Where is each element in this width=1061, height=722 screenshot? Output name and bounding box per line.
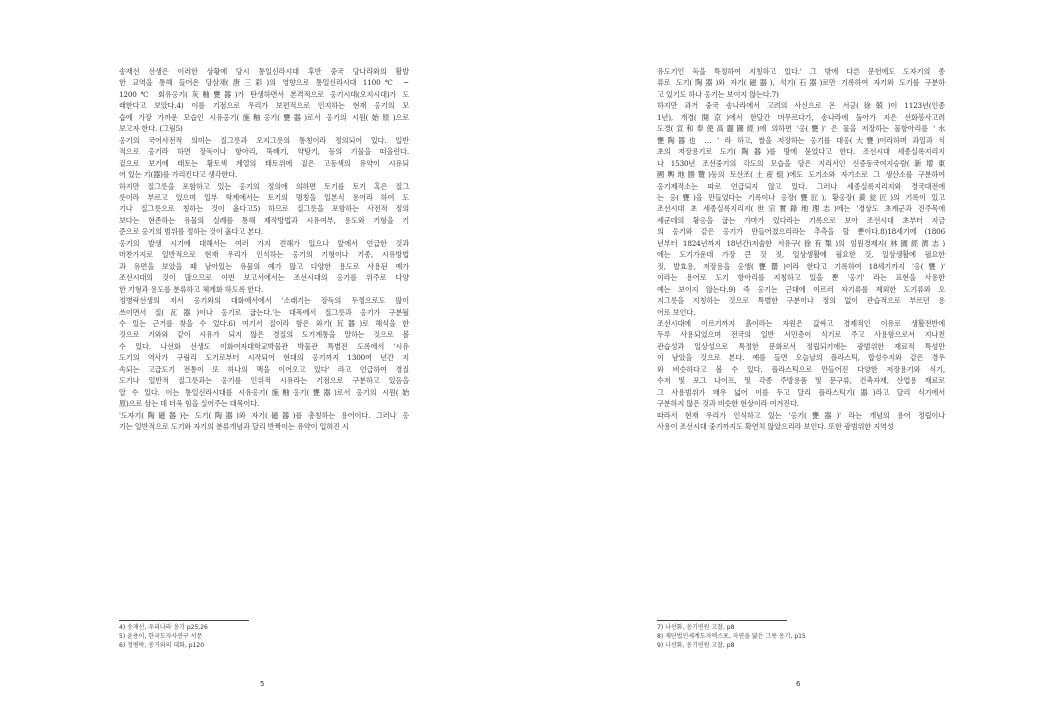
text-line: 의 옹기와 같은 옹기가 만들어졌으리라는 추측을 할 뿐이다.8)18세기에 (1806 bbox=[657, 227, 945, 237]
left-body-text bbox=[119, 66, 409, 433]
text-line: 알 수 있다. 이는 통일신라시대를 시유옹기(施釉옹기(甕器)로서 옹기의 시원(始 bbox=[119, 387, 409, 397]
text-line: 甕陶器也 … ' 라 하고, 쌀을 저장하는 옹기를 대옹(大甕)이라하며 과일과 식 bbox=[657, 135, 945, 145]
text-line: 고 있기도 하나 옹기는 보이지 않는다.7) bbox=[657, 89, 779, 99]
text-line: 나 1530년 조선중기의 각도의 모습을 담은 지리서인 신증동국여지승람(新增東 bbox=[657, 158, 945, 168]
text-line: 초의 저장용기로 도기(陶器)를 땅에 묻었다고 한다. 조선시대 세종실록지리지 bbox=[657, 147, 945, 157]
text-line: 도기의 역사가 구림리 도기로부터 시작되어 현대의 옹기까지 1300여 년간 지 bbox=[119, 353, 409, 363]
text-line: 이라는 용어로 도기 항아리를 지칭하고 있을 뿐 '옹기' 라는 표현을 사용한 bbox=[657, 273, 945, 283]
text-line: 따라서 현재 우리가 인식하고 있는 '옹기(甕器)' 라는 개념의 용어 정립이나 bbox=[657, 410, 945, 420]
text-line: 구분하지 않은 것과 비슷한 현상이라 여겨진다. bbox=[657, 399, 799, 409]
text-line: 도기나 일반적 질그릇과는 옹기를 인위적 시유라는 기점으로 구분하고 있음을 bbox=[119, 376, 409, 386]
text-line: 보다는 현존하는 유물의 실례를 통해 제작방법과 시유여부, 용도와 기형을 기 bbox=[119, 215, 409, 225]
text-line: 래한다고 보았다.4) 이를 기점으로 우리가 보편적으로 인지하는 현재 옹기의 모 bbox=[119, 101, 409, 111]
paragraph bbox=[119, 295, 409, 410]
text-line: 세군데의 황옹을 굽는 가마가 있다라는 기록으로 보아 조선시대 초부터 지금 bbox=[657, 215, 945, 225]
text-line: 관습성과 일상성으로 특정한 문화로서 정립되기에는 광범위한 재료적 특성만 bbox=[657, 341, 945, 351]
text-line: 속되는 고급도기 전통이 또 하나의 맥을 이어오고 있다' 라고 언급하여 경질 bbox=[119, 364, 409, 374]
text-line: 예는 보이지 않는다.9) 즉 옹기는 근대에 이르러 자기류를 제외한 도기류와 오 bbox=[657, 284, 945, 294]
text-line: 짓, 발효용, 저장용을 옹앵(甕罌)이라 한다고 기록하여 18세기까지 '옹(甕)' bbox=[657, 261, 945, 271]
text-line: 두루 사용되었으며 전국의 일반 서민층이 식기로 주고 사용함으로서 지나친 bbox=[657, 330, 945, 340]
text-line: 어로 보인다. bbox=[657, 307, 696, 317]
text-line: 겉으로 보기에 태토는 황토색 계열의 태토위에 짙은 고동색의 유약이 시유되 bbox=[119, 158, 409, 168]
text-line: 는 옹(甕)을 만들었다는 기록이나 옹장(甕匠), 황옹장(黃瓮匠)의 기록이 있고 bbox=[657, 192, 945, 202]
footnote-rule bbox=[657, 620, 787, 621]
text-line: 하지만 과거 중국 송나라에서 고려의 사신으로 온 서긍(徐兢)이 1123년(인종 bbox=[657, 101, 945, 111]
text-line: 한 교역을 통해 들어온 당삼채(唐三彩)의 영향으로 통일신라시대 1100℃ ~ bbox=[119, 78, 409, 88]
paragraph bbox=[657, 100, 945, 318]
text-line: 준으로 옹기의 범위를 정하는 것이 옳다고 본다. bbox=[119, 227, 264, 237]
footnote: 8) 재단법인세계도자엑스포, 자연을 닮은 그릇 옹기, p15 bbox=[657, 632, 806, 640]
text-line: 적으로 옹기라 하면 장독이나 항아리, 뚝배기, 약탕기, 등의 기물을 떠올린다. bbox=[119, 147, 409, 157]
text-line: 이 남았을 것으로 본다. 예를 들면 오늘날의 플라스틱, 합성수지와 같은 경우 bbox=[657, 353, 945, 363]
right-body-text bbox=[657, 66, 945, 433]
text-line: 그 사용범위가 매우 넓어 이를 두고 달리 플라스틱기(器)라고 달리 식기에서 bbox=[657, 387, 945, 397]
text-line: 옹기의 국어사전적 의미는 질그릇과 오지그릇의 통칭이라 정의되어 있다. 일반 bbox=[119, 135, 409, 145]
text-line: 수저 및 포그 나이프, 및 각종 주방용품 및 문구류, 건축자재, 산업용 재료로 bbox=[657, 376, 945, 386]
right-page bbox=[531, 0, 1061, 722]
footnote-rule bbox=[119, 620, 249, 621]
text-line: 에는 도기가운데 가장 큰 것 짓, 일상생활에 필요한 것, 일상생활에 필요한 bbox=[657, 250, 945, 260]
text-line: 어 있는 기(器)를 가리킨다고 생각한다. bbox=[119, 170, 238, 180]
text-line: 것으로 기와와 같이 시유가 되지 않은 경질의 도기계통을 말하는 것으로 볼 bbox=[119, 330, 409, 340]
text-line: 유도기인 독을 특정하여 지칭하고 있다.' 그 밖에 다른 문헌에도 도자기의 종 bbox=[657, 67, 945, 76]
text-line: 보고자 한다. (그림5) bbox=[119, 124, 183, 134]
paragraph bbox=[119, 410, 409, 433]
text-line: 조선시대의 것이 많으므로 이번 보고서에서는 조선시대의 옹기를 위주로 다양 bbox=[119, 273, 409, 283]
text-line: 수 있는 근거를 찾을 수 있다.6) 여기서 질이라 함은 와기(瓦器)로 해석을 한 bbox=[119, 318, 409, 328]
text-line: 原)으로 삼는 데 더욱 힘을 실어주는 대목이다. bbox=[119, 399, 260, 409]
text-line: 송재선 선생은 이러한 상황에 당시 통일신라시대 후반 중국 당나라와의 활발 bbox=[119, 67, 409, 76]
text-line: 옹기제작소는 따로 언급되지 않고 있다. 그러나 세종실록지리지와 경국대전에 bbox=[657, 181, 945, 191]
page-number-right: 6 bbox=[796, 680, 801, 688]
text-line: 조선시대에 이르기까지 흙이라는 자원은 값싸고 경제적인 이유로 생활전반에 bbox=[657, 318, 945, 328]
text-line: 1200℃ 회유옹기(灰釉甕器)가 탄생하면서 본격적으로 옹기시대(오지시대)가 도 bbox=[119, 89, 409, 99]
text-line: 와 비슷하다고 볼 수 있다. 플라스틱으로 만들어진 다양한 저장용기와 식기, bbox=[657, 364, 945, 374]
text-line: 하지만 질그릇을 포함하고 있는 옹기의 정의에 의하면 토기를 토기 혹은 질그 bbox=[119, 181, 409, 191]
paragraph bbox=[657, 410, 945, 433]
footnote: 5) 윤용이, 한국도자사연구 서문 bbox=[119, 632, 203, 640]
footnote: 4) 송재선, 우리나라 옹기 p25,26 bbox=[119, 624, 208, 631]
text-line: 옹기의 발생 시기에 대해서는 여러 가지 견해가 있으나 앞에서 언급한 것과 bbox=[119, 238, 409, 248]
text-line: 사용이 조선시대 중기까지도 확연치 않았으리라 보인다. 또한 광범위한 지역성 bbox=[657, 422, 894, 432]
text-line: 마찬가지로 일반적으로 현재 우리가 인식하는 옹기의 기형이나 기종, 시유방법 bbox=[119, 250, 409, 260]
text-line: 류로 도기(陶器)와 자기(磁器), 석기(石器)로만 기록하여 자기와 도기를 구분하 bbox=[657, 78, 945, 88]
text-line: 년부터 1824년까지 18년간)저술한 서유구(徐有榘)의 임원경제지(林園經濟志) bbox=[657, 238, 945, 248]
text-line: 기는 일반적으로 도기와 자기의 분류개념과 달리 반짝이는 유약이 입혀진 시 bbox=[119, 422, 349, 432]
text-line: 과 유면을 보았을 때 남아있는 유물의 예가 많고 다양한 용도로 사용된 예가 bbox=[119, 261, 409, 271]
paragraph bbox=[657, 66, 945, 100]
text-line: 도경(宣和奉使高麗圖經)에 의하면 '옹(甕)' 은 물을 저장하는 물항아리를 '水 bbox=[657, 124, 945, 134]
text-line: 國輿地勝覽)등의 토산조(土産組)에도 도기소와 자기소로 그 생산소를 구분하여 bbox=[657, 170, 945, 180]
text-line: 습에 가장 가까운 모습인 시유옹기(施釉옹기(甕器)로서 옹기의 시원(始原)으로 bbox=[119, 112, 409, 122]
text-line: 수 있다. 나선화 선생도 이화여자대학교박물관 박물관 특별전 도록에서 '시유 bbox=[119, 341, 409, 351]
paragraph bbox=[119, 66, 409, 135]
left-page bbox=[0, 0, 530, 722]
text-line: '도자기(陶磁器)는 도기(陶器)와 자기(磁器)를 총칭하는 용어이다. 그러나 옹 bbox=[119, 410, 409, 420]
text-line: 지그릇을 지칭하는 것으로 특별한 구분이나 정의 없이 관습적으로 부르던 용 bbox=[657, 296, 945, 306]
footnote: 7) 나선화, 옹기연원 고찰, p8 bbox=[657, 624, 735, 631]
paragraph bbox=[657, 318, 945, 410]
footnote: 6) 정병락, 옹기와의 대화, p120 bbox=[119, 641, 205, 649]
right-footnotes bbox=[657, 624, 806, 650]
text-line: 릇이라 부르고 있으며 일부 학계에서는 토기의 명칭을 일본식 용어라 하여 도 bbox=[119, 192, 409, 202]
text-line: 한 기형과 용도를 분류하고 체계화 하도록 한다. bbox=[119, 284, 264, 294]
text-line: 조선시대 초 세종실록지리지(世宗實錄地理志)에는 '경상도 초계군과 진주목에 bbox=[657, 204, 945, 214]
paragraph bbox=[119, 135, 409, 181]
page-number-left: 5 bbox=[260, 680, 265, 688]
text-line: 1년), 개경(開京)에서 한달간 머무르다가, 송나라에 돌아가 지은 선화봉사고려 bbox=[657, 112, 945, 122]
paragraph bbox=[119, 238, 409, 295]
text-line: 기나 질그릇으로 칭하는 것이 옳다고5) 하므로 질그릇을 포함하는 사전적 정의 bbox=[119, 204, 409, 214]
footnote: 9) 나선화, 옹기연원 고찰, p8 bbox=[657, 641, 735, 649]
text-line: 정병락선생의 저서 옹기와의 대화에서에서 '소래기는 장독의 두껑으로도 많이 bbox=[119, 296, 409, 306]
left-footnotes bbox=[119, 624, 208, 650]
paragraph bbox=[119, 181, 409, 238]
text-line: 쓰이면서 질(瓦器)이나 옹기로 굽는다.'는 대목에서 질그릇과 옹기가 구분될 bbox=[119, 307, 409, 317]
